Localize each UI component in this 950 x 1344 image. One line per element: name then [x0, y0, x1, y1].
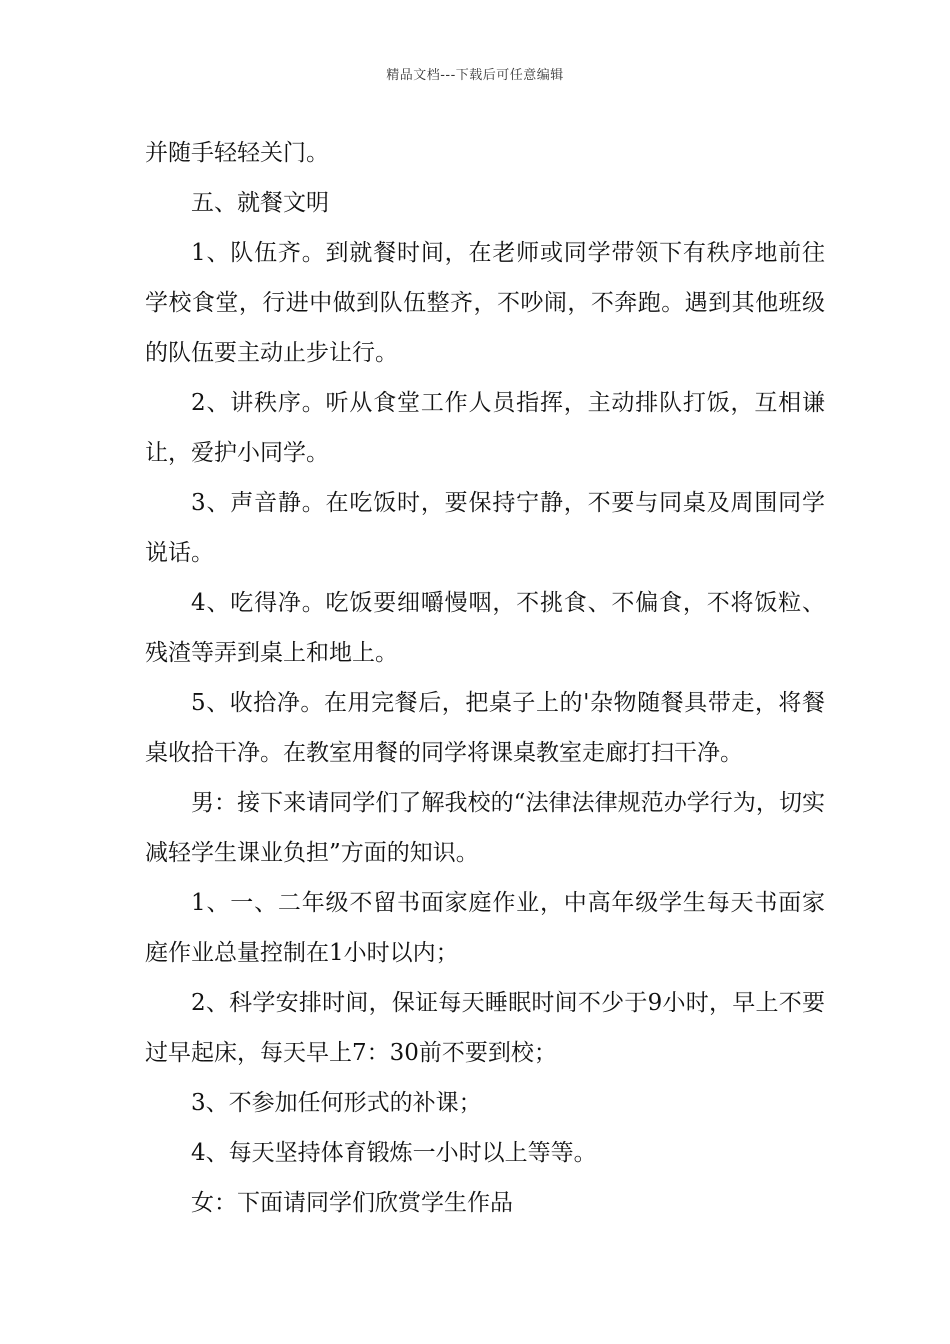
paragraph-continuation: 并随手轻轻关门。: [145, 140, 329, 166]
paragraph-rule-2: 2、科学安排时间，保证每天睡眠时间不少于9小时，早上不要过早起床，每天早上7：30前不要到校；: [145, 990, 825, 1066]
paragraph-rule-1: 1、一、二年级不留书面家庭作业，中高年级学生每天书面家庭作业总量控制在1小时以内；: [145, 890, 825, 966]
document-body: [145, 128, 825, 1228]
paragraph-item-1: 1、队伍齐。到就餐时间，在老师或同学带领下有秩序地前往学校食堂，行进中做到队伍整齐，不吵闹，不奔跑。遇到其他班级的队伍要主动止步让行。: [145, 240, 825, 366]
paragraph-item-3: 3、声音静。在吃饭时，要保持宁静，不要与同桌及周围同学说话。: [145, 490, 825, 566]
paragraph-rule-3: 3、不参加任何形式的补课；: [191, 1090, 482, 1116]
section-heading: 五、就餐文明: [191, 190, 329, 216]
paragraph-female-host: 女：下面请同学们欣赏学生作品: [191, 1190, 513, 1216]
page-header: 精品文档---下载后可任意编辑: [386, 68, 564, 83]
paragraph-item-4: 4、吃得净。吃饭要细嚼慢咽，不挑食、不偏食，不将饭粒、残渣等弄到桌上和地上。: [145, 590, 825, 666]
paragraph-rule-4: 4、每天坚持体育锻炼一小时以上等等。: [191, 1140, 597, 1166]
paragraph-item-2: 2、讲秩序。听从食堂工作人员指挥，主动排队打饭，互相谦让，爱护小同学。: [145, 390, 825, 466]
paragraph-male-host: 男：接下来请同学们了解我校的“法律法律规范办学行为，切实减轻学生课业负担”方面的知识。: [145, 790, 825, 866]
paragraph-item-5: 5、收拾净。在用完餐后，把桌子上的'杂物随餐具带走，将餐桌收拾干净。在教室用餐的同学将课桌教室走廊打扫干净。: [145, 690, 825, 766]
